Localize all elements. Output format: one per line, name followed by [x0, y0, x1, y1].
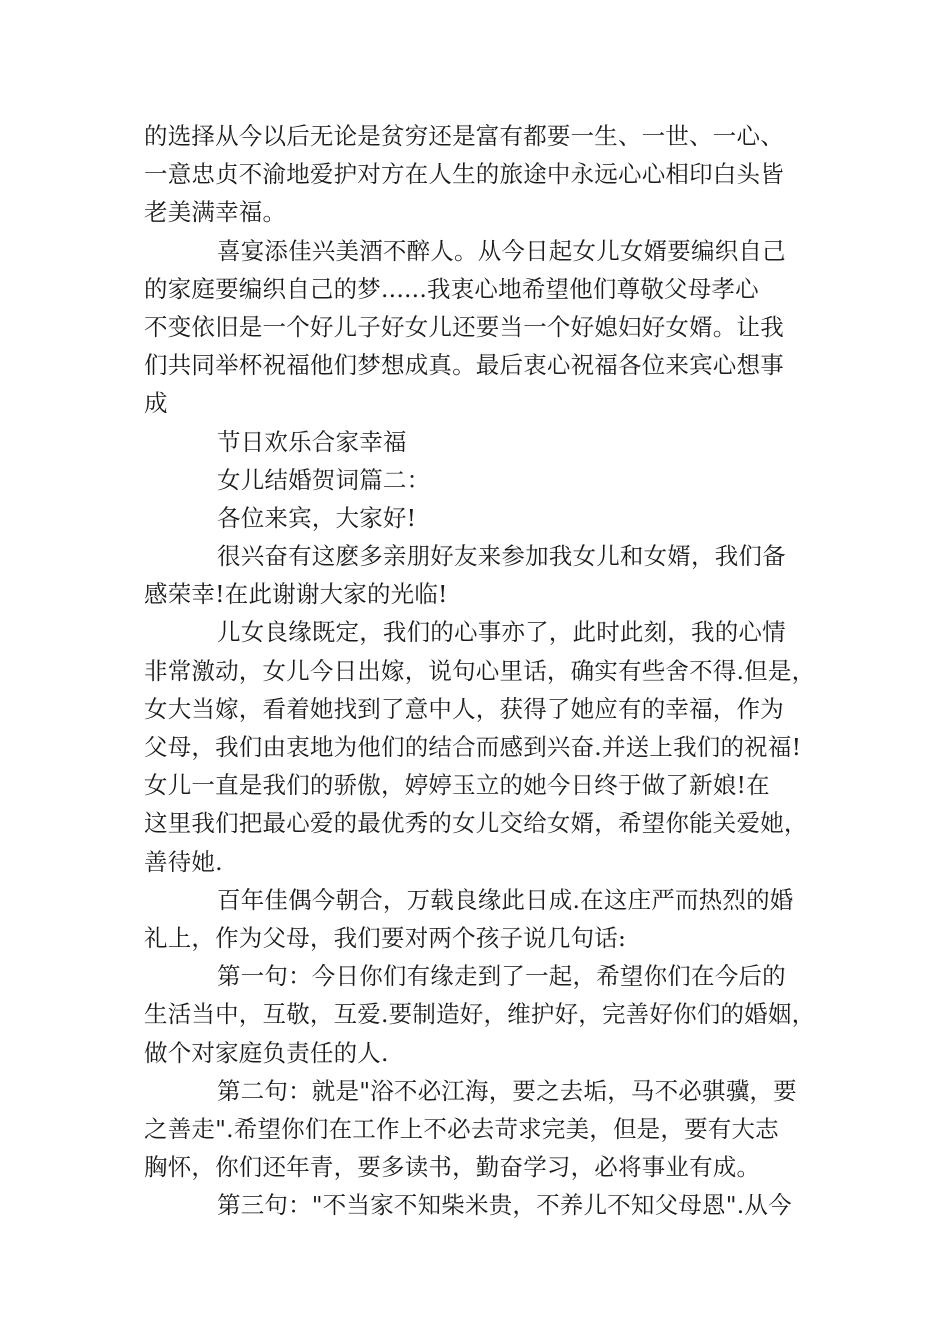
text-line: 儿女良缘既定，我们的心事亦了，此时此刻，我的心情	[217, 618, 786, 647]
text-line: 节日欢乐合家幸福	[217, 427, 407, 456]
text-line: 第二句：就是"浴不必江海，要之去垢，马不必骐骥，要	[217, 1076, 797, 1105]
text-line: 感荣幸!在此谢谢大家的光临!	[144, 580, 448, 609]
text-line: 女大当嫁，看着她找到了意中人，获得了她应有的幸福，作为	[144, 694, 784, 723]
text-line: 胸怀，你们还年青，要多读书，勤奋学习，必将事业有成。	[144, 1153, 761, 1182]
text-line: 老美满幸福。	[144, 198, 287, 227]
text-line: 父母，我们由衷地为他们的结合而感到兴奋.并送上我们的祝福!	[144, 733, 802, 761]
text-line: 之善走".希望你们在工作上不必去苛求完美，但是，要有大志	[144, 1114, 779, 1143]
document-body	[144, 117, 834, 1224]
text-line: 的选择从今以后无论是贫穷还是富有都要一生、一世、一心、	[144, 122, 784, 150]
text-line: 喜宴添佳兴美酒不醉人。从今日起女儿女婿要编织自己	[217, 236, 786, 265]
text-line: 们共同举杯祝福他们梦想成真。最后衷心祝福各位来宾心想事	[144, 351, 784, 380]
text-line: 百年佳偶今朝合，万载良缘此日成.在这庄严而热烈的婚	[217, 885, 794, 914]
text-line: 女儿结婚贺词篇二：	[217, 465, 431, 494]
text-line: 一意忠贞不渝地爱护对方在人生的旅途中永远心心相印白头皆	[144, 160, 784, 189]
text-line: 不变依旧是一个好儿子好女儿还要当一个好媳妇好女婿。让我	[144, 312, 784, 341]
text-line: 很兴奋有这麽多亲朋好友来参加我女儿和女婿，我们备	[217, 542, 786, 571]
text-line: 各位来宾，大家好!	[217, 503, 417, 532]
text-line: 善待她.	[144, 847, 223, 876]
text-line: 生活当中，互敬，互爱.要制造好，维护好，完善好你们的婚姻，	[144, 1000, 816, 1029]
text-line: 第一句：今日你们有缘走到了一起，希望你们在今后的	[217, 962, 786, 991]
text-line: 礼上，作为父母，我们要对两个孩子说几句话:	[144, 923, 627, 952]
text-line: 这里我们把最心爱的最优秀的女儿交给女婿，希望你能关爱她，	[144, 809, 808, 838]
text-line: 的家庭要编织自己的梦......我衷心地希望他们尊敬父母孝心	[144, 274, 759, 303]
text-line: 非常激动，女儿今日出嫁，说句心里话，确实有些舍不得.但是，	[144, 656, 816, 685]
text-line: 成	[144, 389, 168, 418]
text-line: 做个对家庭负责任的人.	[144, 1038, 389, 1067]
text-line: 女儿一直是我们的骄傲，婷婷玉立的她今日终于做了新娘!在	[144, 771, 770, 800]
text-line: 第三句："不当家不知柴米贵，不养儿不知父母恩".从今	[217, 1191, 792, 1220]
